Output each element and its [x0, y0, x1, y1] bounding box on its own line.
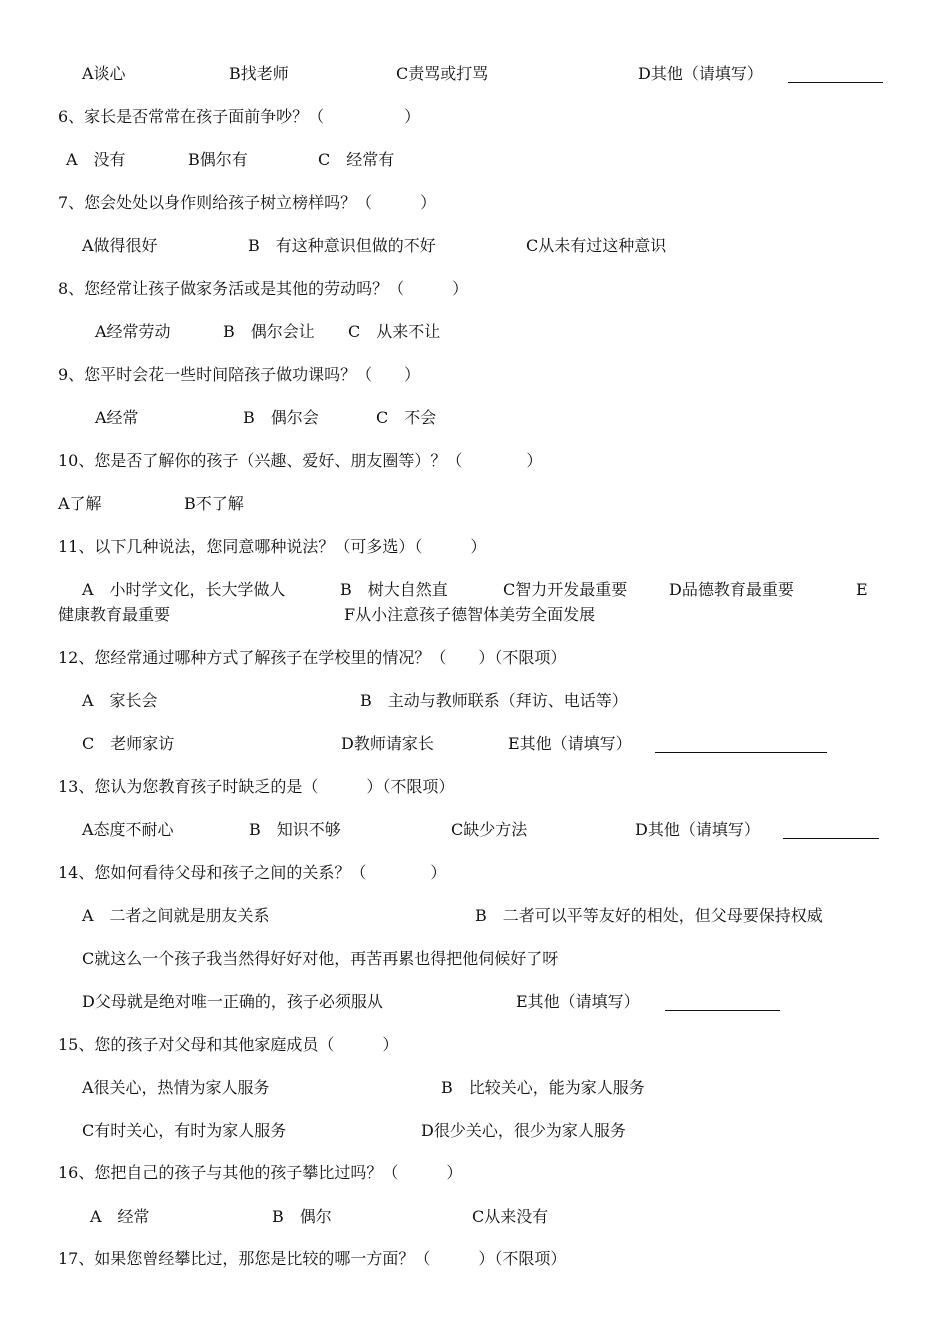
q14-option-b: B 二者可以平等友好的相处，但父母要保持权威 [475, 906, 823, 925]
q14-option-d: D父母就是绝对唯一正确的，孩子必须服从 [82, 992, 383, 1011]
q11-option-d: D品德教育最重要 [669, 580, 794, 599]
q7-option-a: A做得很好 [82, 236, 158, 255]
q6-question: 6、家长是否常常在孩子面前争吵？（ ） [58, 107, 421, 126]
q15-option-a: A很关心，热情为家人服务 [82, 1078, 270, 1097]
q13-option-d: D其他（请填写） [635, 820, 760, 839]
q12-option-b: B 主动与教师联系（拜访、电话等） [360, 691, 628, 710]
q15-option-b: B 比较关心，能为家人服务 [441, 1078, 645, 1097]
q7-option-b: B 有这种意识但做的不好 [248, 236, 436, 255]
q12-question: 12、您经常通过哪种方式了解孩子在学校里的情况？（ ）（不限项） [58, 648, 567, 667]
q5-fill-blank[interactable] [788, 66, 883, 83]
q12-option-d: D教师请家长 [341, 734, 434, 753]
q11-option-e-label: E [856, 580, 868, 599]
q11-option-f: F从小注意孩子德智体美劳全面发展 [344, 605, 596, 624]
q15-question: 15、您的孩子对父母和其他家庭成员（ ） [58, 1035, 399, 1054]
q5-option-d: D其他（请填写） [638, 64, 763, 83]
q16-option-b: B 偶尔 [272, 1207, 332, 1226]
q12-option-c: C 老师家访 [82, 734, 175, 753]
q11-option-a: A 小时学文化，长大学做人 [82, 580, 286, 599]
q12-option-e: E其他（请填写） [508, 734, 632, 753]
q5-option-b: B找老师 [229, 64, 289, 83]
q14-option-e: E其他（请填写） [516, 992, 640, 1011]
q13-question: 13、您认为您教育孩子时缺乏的是（ ）（不限项） [58, 777, 455, 796]
q8-question: 8、您经常让孩子做家务活或是其他的劳动吗？（ ） [58, 279, 469, 298]
q5-option-c: C责骂或打骂 [396, 64, 489, 83]
q9-option-b: B 偶尔会 [243, 408, 319, 427]
q16-option-c: C从来没有 [472, 1207, 549, 1226]
q14-fill-blank[interactable] [665, 994, 780, 1011]
q17-question: 17、如果您曾经攀比过，那您是比较的哪一方面？（ ）（不限项） [58, 1249, 567, 1268]
q9-option-c: C 不会 [376, 408, 437, 427]
q13-option-a: A态度不耐心 [82, 820, 174, 839]
q11-option-e-text: 健康教育最重要 [58, 605, 171, 624]
q9-question: 9、您平时会花一些时间陪孩子做功课吗？（ ） [58, 365, 421, 384]
q8-option-c: C 从来不让 [348, 322, 441, 341]
q11-option-c: C智力开发最重要 [503, 580, 628, 599]
q16-option-a: A 经常 [90, 1207, 150, 1226]
q14-question: 14、您如何看待父母和孩子之间的关系？（ ） [58, 863, 447, 882]
q6-option-a: A 没有 [66, 150, 126, 169]
q9-option-a: A经常 [95, 408, 139, 427]
q14-option-a: A 二者之间就是朋友关系 [82, 906, 270, 925]
q13-option-c: C缺少方法 [451, 820, 528, 839]
q5-option-a: A谈心 [82, 64, 126, 83]
q13-fill-blank[interactable] [783, 822, 879, 839]
q6-option-b: B偶尔有 [188, 150, 248, 169]
q15-option-d: D很少关心，很少为家人服务 [421, 1121, 626, 1140]
q12-fill-blank[interactable] [655, 736, 827, 753]
q15-option-c: C有时关心，有时为家人服务 [82, 1121, 287, 1140]
q11-question: 11、以下几种说法，您同意哪种说法？（可多选）（ ） [58, 537, 487, 556]
q12-option-a: A 家长会 [82, 691, 158, 710]
q10-option-a: A了解 [58, 494, 102, 513]
q16-question: 16、您把自己的孩子与其他的孩子攀比过吗？（ ） [58, 1163, 463, 1182]
q6-option-c: C 经常有 [318, 150, 395, 169]
q8-option-a: A经常劳动 [95, 322, 171, 341]
q8-option-b: B 偶尔会让 [223, 322, 315, 341]
q11-option-b: B 树大自然直 [340, 580, 448, 599]
q14-option-c: C就这么一个孩子我当然得好好对他，再苦再累也得把他伺候好了呀 [82, 949, 559, 968]
q7-question: 7、您会处处以身作则给孩子树立榜样吗？（ ） [58, 193, 437, 212]
q13-option-b: B 知识不够 [249, 820, 341, 839]
q7-option-c: C从未有过这种意识 [526, 236, 667, 255]
q10-question: 10、您是否了解你的孩子（兴趣、爱好、朋友圈等）？（ ） [58, 451, 543, 470]
q10-option-b: B不了解 [184, 494, 244, 513]
